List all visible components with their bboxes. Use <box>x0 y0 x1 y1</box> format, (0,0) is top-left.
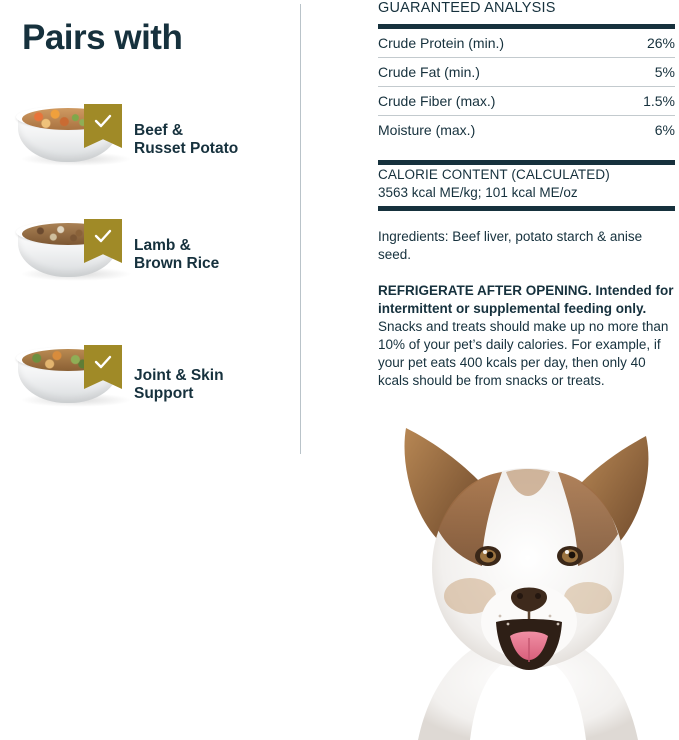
nutrient-name: Moisture (max.) <box>378 122 476 138</box>
page-title: Pairs with <box>22 18 183 57</box>
feeding-notice <box>378 282 674 390</box>
list-item <box>10 96 300 180</box>
pair-label <box>134 122 304 158</box>
pair-label-line2: Russet Potato <box>134 140 239 157</box>
column-divider <box>300 4 301 454</box>
nutrient-value: 5% <box>615 58 675 87</box>
pair-label-line2: Brown Rice <box>134 255 220 272</box>
ingredients-text: Ingredients: Beef liver, potato starch & anise seed. <box>378 229 643 262</box>
nutrient-name: Crude Fat (min.) <box>378 58 615 87</box>
pair-label-line1: Joint & Skin <box>134 367 224 384</box>
australian-shepherd-dog-photo <box>378 410 679 740</box>
nutrient-value: 6% <box>654 122 675 138</box>
nutrient-name: Crude Fiber (max.) <box>378 87 615 116</box>
table-row <box>378 87 675 116</box>
table-row <box>378 116 675 145</box>
nutrient-value: 1.5% <box>615 87 675 116</box>
pair-label <box>134 367 304 403</box>
rule-bottom <box>378 206 675 211</box>
table-row <box>378 58 675 87</box>
list-item <box>10 211 300 295</box>
calorie-content-value: 3563 kcal ME/kg; 101 kcal ME/oz <box>378 185 578 200</box>
feeding-notice-bold: REFRIGERATE AFTER OPENING. Intended for intermittent or supplemental feeding only. <box>378 283 674 316</box>
pair-label-line1: Beef & <box>134 122 184 139</box>
pairs-with-section <box>0 0 300 740</box>
rule-middle <box>378 160 675 165</box>
guaranteed-analysis-table <box>378 29 675 144</box>
nutrient-name: Crude Protein (min.) <box>378 29 615 58</box>
pair-label-line1: Lamb & <box>134 237 191 254</box>
calorie-content-heading: CALORIE CONTENT (CALCULATED) <box>378 167 610 182</box>
table-row <box>378 29 675 58</box>
guaranteed-analysis-title: GUARANTEED ANALYSIS <box>378 0 556 16</box>
list-item <box>10 337 300 421</box>
pair-label-line2: Support <box>134 385 194 402</box>
feeding-notice-rest: Snacks and treats should make up no more than 10% of your pet’s daily calories. For example, if your pet eats 400 kcals per day, then only 40 kcals should be from snacks or treats. <box>378 319 669 388</box>
nutrient-value: 26% <box>615 29 675 58</box>
pair-label <box>134 237 304 273</box>
